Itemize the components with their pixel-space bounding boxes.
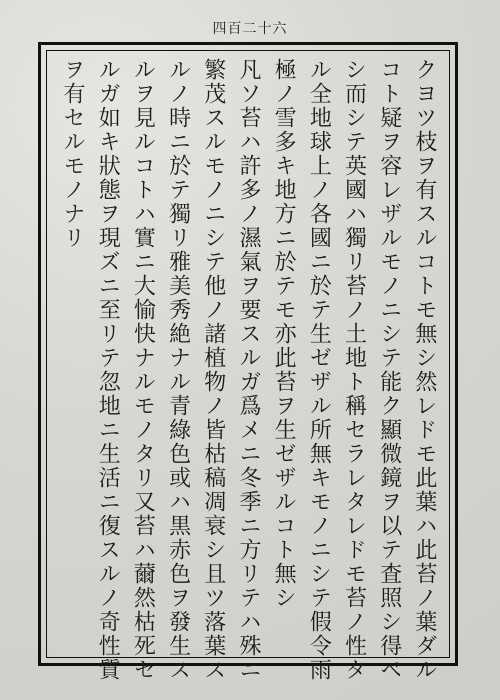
column-text: コト疑ヲ容レザルモノニシテ能ク顯微鏡ヲ以テ査照シ得ベ (376, 58, 402, 682)
text-column (128, 58, 156, 682)
text-column (164, 58, 192, 682)
column-text: 極ノ雪多キ地方ニ於テモ亦此苔ヲ生ゼザルコト無シ (271, 58, 297, 610)
column-text: クヨツ枝ヲ有スルコトモ無シ然レドモ此葉ハ此苔ノ葉ダル (411, 58, 437, 682)
text-column (58, 58, 86, 650)
column-text: 繁茂スルモノニシテ他ノ諸植物ノ皆枯稿凋衰シ且ツ落葉ス (200, 58, 226, 682)
column-text: ルガ如キ狀態ヲ現ズニ至リテ忽地ニ生活ニ復スルノ奇性質 (95, 58, 121, 682)
text-column (304, 58, 332, 682)
vertical-text-body (52, 58, 444, 682)
text-column (93, 58, 121, 682)
text-column (199, 58, 227, 682)
column-text: ルノ時ニ於テ獨リ雅美秀絶ナル青綠色或ハ黒赤色ヲ發生ス (165, 58, 191, 682)
text-column (340, 58, 368, 682)
column-text: ルヲ見ルコトハ實ニ大愉快ナルモノタリ又苔ハ薾然枯死セ (130, 58, 156, 682)
text-column (269, 58, 297, 650)
column-text: ル全地球上ノ各國ニ於テ生ゼザル所無キモノニシテ假令雨 (306, 58, 332, 682)
column-text: ヲ有セルモノナリ (60, 58, 85, 250)
text-column (410, 58, 438, 682)
text-column (234, 58, 262, 682)
page-number-header: 四百二十六 (212, 21, 288, 37)
column-text: 凡ソ苔ハ許多ノ濕氣ヲ要スルガ爲メニ冬季ニ方リテハ殊ニ (235, 58, 261, 682)
text-column (375, 58, 403, 682)
column-text: シ而シテ英國ハ獨リ苔ノ土地ト稱セラレタレドモ苔ノ性タ (341, 58, 367, 682)
